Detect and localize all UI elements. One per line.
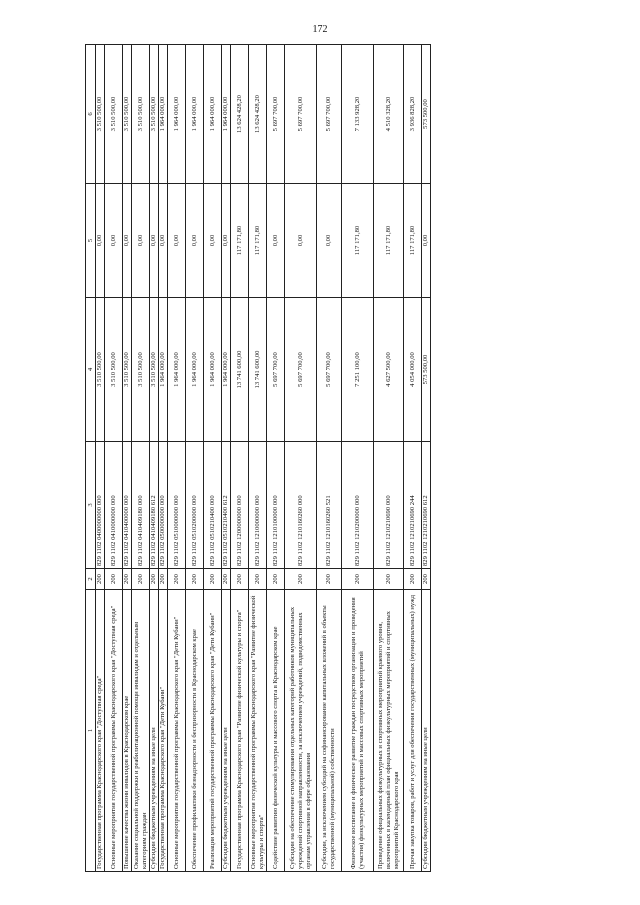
row-value-col5-cell: 0,00 (150, 184, 159, 298)
row-value-col5-cell: 0,00 (285, 184, 317, 298)
row-code2-cell: 200 (404, 569, 422, 590)
header-col-5: 5 (86, 184, 96, 298)
row-value-col6-cell: 3 936 828,20 (404, 45, 422, 184)
row-value-col5-cell: 0,00 (105, 184, 123, 298)
page-number: 172 (312, 24, 328, 35)
row-value-col6-cell: 5 697 700,00 (317, 45, 342, 184)
row-value-col5-cell: 0,00 (317, 184, 342, 298)
row-code2-cell: 200 (123, 569, 132, 590)
row-code2-cell: 200 (249, 569, 267, 590)
row-value-col5-cell: 117 171,80 (404, 184, 422, 298)
row-value-col6-cell: 4 510 328,20 (374, 45, 404, 184)
row-value-col4-cell: 1 964 000,00 (186, 298, 204, 442)
row-value-col5-cell: 117 171,80 (374, 184, 404, 298)
table-row (222, 45, 231, 872)
table-row (168, 45, 186, 872)
row-name-cell: Обеспечение профилактики безнадзорности и беспризорности в Краснодарском крае (186, 590, 204, 872)
row-value-col6-cell: 1 964 000,00 (204, 45, 222, 184)
row-value-col5-cell: 0,00 (422, 184, 431, 298)
row-value-col5-cell: 0,00 (204, 184, 222, 298)
row-code2-cell: 200 (105, 569, 123, 590)
row-code2-cell: 200 (150, 569, 159, 590)
row-name-cell: Проведение официальных физкультурных и спортивных мероприятий краевого уровня, включенных в календарный план официальных физкультурных мероприятий и спортивных мероприятий Краснодарского края (374, 590, 404, 872)
row-value-col4-cell: 1 964 000,00 (222, 298, 231, 442)
table-row (317, 45, 342, 872)
row-code2-cell: 200 (374, 569, 404, 590)
table-row (422, 45, 431, 872)
row-name-cell: Содействие развитию физической культуры и массового спорта в Краснодарском крае (267, 590, 285, 872)
row-budget-code-cell: 829 1102 1210210690 612 (422, 442, 431, 569)
table-row (150, 45, 159, 872)
row-budget-code-cell: 829 1102 0410409180 000 (132, 442, 150, 569)
row-value-col6-cell: 3 510 500,00 (150, 45, 159, 184)
budget-table (85, 44, 431, 872)
table-row (132, 45, 150, 872)
header-col-3: 3 (86, 442, 96, 569)
row-value-col4-cell: 5 697 700,00 (267, 298, 285, 442)
row-value-col4-cell: 4 054 000,00 (404, 298, 422, 442)
row-value-col6-cell: 13 624 428,20 (231, 45, 249, 184)
row-name-cell: Прочая закупка товаров, работ и услуг для обеспечения государственных (муниципальных) нужд (404, 590, 422, 872)
row-value-col5-cell: 0,00 (267, 184, 285, 298)
table-row (374, 45, 404, 872)
row-code2-cell: 200 (204, 569, 222, 590)
row-value-col6-cell: 5 697 700,00 (285, 45, 317, 184)
row-code2-cell: 200 (422, 569, 431, 590)
row-value-col6-cell: 1 964 000,00 (159, 45, 168, 184)
row-budget-code-cell: 829 1102 0410400000 000 (123, 442, 132, 569)
table-row (342, 45, 374, 872)
row-value-col4-cell: 5 697 700,00 (317, 298, 342, 442)
row-code2-cell: 200 (267, 569, 285, 590)
row-value-col6-cell: 7 133 928,20 (342, 45, 374, 184)
row-code2-cell: 200 (159, 569, 168, 590)
row-name-cell: Субсидии на обеспечение стимулирования отдельных категорий работников муниципальных учреждений спортивной направленности, за исключением учреждений, подведомственных органам управления в сфере образования (285, 590, 317, 872)
row-code2-cell: 200 (342, 569, 374, 590)
row-value-col5-cell: 117 171,80 (342, 184, 374, 298)
row-budget-code-cell: 829 1102 1210160260 000 (285, 442, 317, 569)
header-row (86, 45, 96, 872)
table-row (204, 45, 222, 872)
row-value-col4-cell: 7 251 100,00 (342, 298, 374, 442)
row-name-cell: Субсидии бюджетным учреждениям на иные цели (150, 590, 159, 872)
row-name-cell: Основные мероприятия государственной программы Краснодарского края "Развитие физической культуры и спорта" (249, 590, 267, 872)
row-value-col6-cell: 13 624 428,20 (249, 45, 267, 184)
row-name-cell: Реализация мероприятий государственной программы Краснодарского края "Дети Кубани" (204, 590, 222, 872)
row-budget-code-cell: 829 1102 0510210400 000 (204, 442, 222, 569)
row-value-col4-cell: 5 697 700,00 (285, 298, 317, 442)
row-value-col6-cell: 3 510 500,00 (96, 45, 105, 184)
row-value-col4-cell: 1 964 000,00 (159, 298, 168, 442)
row-code2-cell: 200 (231, 569, 249, 590)
row-name-cell: Государственная программа Краснодарского края "Доступная среда" (96, 590, 105, 872)
row-name-cell: Оказание социальной поддержки и реабилитационной помощи инвалидам и отдельным категориям граждан (132, 590, 150, 872)
row-budget-code-cell: 829 1102 1200000000 000 (231, 442, 249, 569)
row-value-col6-cell: 3 510 500,00 (105, 45, 123, 184)
table-row (96, 45, 105, 872)
row-value-col4-cell: 3 510 500,00 (123, 298, 132, 442)
row-value-col4-cell: 1 964 000,00 (204, 298, 222, 442)
row-value-col4-cell: 4 627 500,00 (374, 298, 404, 442)
row-budget-code-cell: 829 1102 1210210690 000 (374, 442, 404, 569)
row-value-col4-cell: 1 964 000,00 (168, 298, 186, 442)
row-value-col5-cell: 0,00 (132, 184, 150, 298)
row-value-col4-cell: 13 741 600,00 (231, 298, 249, 442)
row-value-col6-cell: 1 964 000,00 (168, 45, 186, 184)
header-col-2: 2 (86, 569, 96, 590)
header-col-6: 6 (86, 45, 96, 184)
header-col-4: 4 (86, 298, 96, 442)
row-value-col4-cell: 3 510 500,00 (132, 298, 150, 442)
row-value-col5-cell: 0,00 (186, 184, 204, 298)
row-value-col5-cell: 0,00 (123, 184, 132, 298)
row-budget-code-cell: 829 1102 1210210690 244 (404, 442, 422, 569)
row-code2-cell: 200 (285, 569, 317, 590)
table-row (186, 45, 204, 872)
row-value-col6-cell: 5 697 700,00 (267, 45, 285, 184)
row-value-col6-cell: 3 510 500,00 (132, 45, 150, 184)
row-budget-code-cell: 829 1102 1210000000 000 (249, 442, 267, 569)
row-value-col5-cell: 117 171,80 (249, 184, 267, 298)
row-value-col6-cell: 573 500,00 (422, 45, 431, 184)
row-code2-cell: 200 (222, 569, 231, 590)
row-budget-code-cell: 829 1102 1210160260 521 (317, 442, 342, 569)
budget-table-container (85, 45, 535, 872)
row-value-col4-cell: 573 500,00 (422, 298, 431, 442)
row-budget-code-cell: 829 1102 0400000000 000 (96, 442, 105, 569)
row-code2-cell: 200 (168, 569, 186, 590)
row-value-col4-cell: 3 510 500,00 (150, 298, 159, 442)
row-name-cell: Государственная программа Краснодарского края "Развитие физической культуры и спорта" (231, 590, 249, 872)
table-row (404, 45, 422, 872)
row-code2-cell: 200 (96, 569, 105, 590)
row-value-col6-cell: 1 964 000,00 (222, 45, 231, 184)
row-value-col5-cell: 117 171,80 (231, 184, 249, 298)
table-row (123, 45, 132, 872)
table-row (159, 45, 168, 872)
row-budget-code-cell: 829 1102 0510210400 612 (222, 442, 231, 569)
row-name-cell: Основные мероприятия государственной программы Краснодарского края "Доступная среда" (105, 590, 123, 872)
row-value-col5-cell: 0,00 (168, 184, 186, 298)
row-name-cell: Субсидии бюджетным учреждениям на иные цели (222, 590, 231, 872)
row-budget-code-cell: 829 1102 0510000000 000 (168, 442, 186, 569)
table-row (285, 45, 317, 872)
row-value-col5-cell: 0,00 (159, 184, 168, 298)
row-code2-cell: 200 (132, 569, 150, 590)
row-value-col4-cell: 13 741 600,00 (249, 298, 267, 442)
header-col-1: 1 (86, 590, 96, 872)
row-value-col5-cell: 0,00 (96, 184, 105, 298)
row-value-col4-cell: 3 510 500,00 (105, 298, 123, 442)
row-value-col4-cell: 3 510 500,00 (96, 298, 105, 442)
row-code2-cell: 200 (186, 569, 204, 590)
row-budget-code-cell: 829 1102 0500000000 000 (159, 442, 168, 569)
row-value-col6-cell: 3 510 500,00 (123, 45, 132, 184)
table-row (267, 45, 285, 872)
row-budget-code-cell: 829 1102 0510200000 000 (186, 442, 204, 569)
row-name-cell: Субсидии, за исключением субсидий на софинансирование капитальных вложений в объекты государственной (муниципальной) собственности (317, 590, 342, 872)
row-code2-cell: 200 (317, 569, 342, 590)
row-name-cell: Субсидии бюджетным учреждениям на иные цели (422, 590, 431, 872)
row-budget-code-cell: 829 1102 0410409180 612 (150, 442, 159, 569)
table-row (249, 45, 267, 872)
row-name-cell: Основные мероприятия государственной программы Краснодарского края "Дети Кубани" (168, 590, 186, 872)
row-name-cell: Государственная программа Краснодарского края "Дети Кубани" (159, 590, 168, 872)
table-body (96, 45, 431, 872)
row-budget-code-cell: 829 1102 0410000000 000 (105, 442, 123, 569)
row-budget-code-cell: 829 1102 1210200000 000 (342, 442, 374, 569)
row-value-col6-cell: 1 964 000,00 (186, 45, 204, 184)
table-row (231, 45, 249, 872)
row-name-cell: Повышение качества жизни инвалидов в Краснодарском крае (123, 590, 132, 872)
table-row (105, 45, 123, 872)
row-budget-code-cell: 829 1102 1210100000 000 (267, 442, 285, 569)
row-name-cell: Физическое воспитание и физическое развитие граждан посредством организации и проведения (участия) физкультурных мероприятий и массовых спортивных мероприятий (342, 590, 374, 872)
row-value-col5-cell: 0,00 (222, 184, 231, 298)
